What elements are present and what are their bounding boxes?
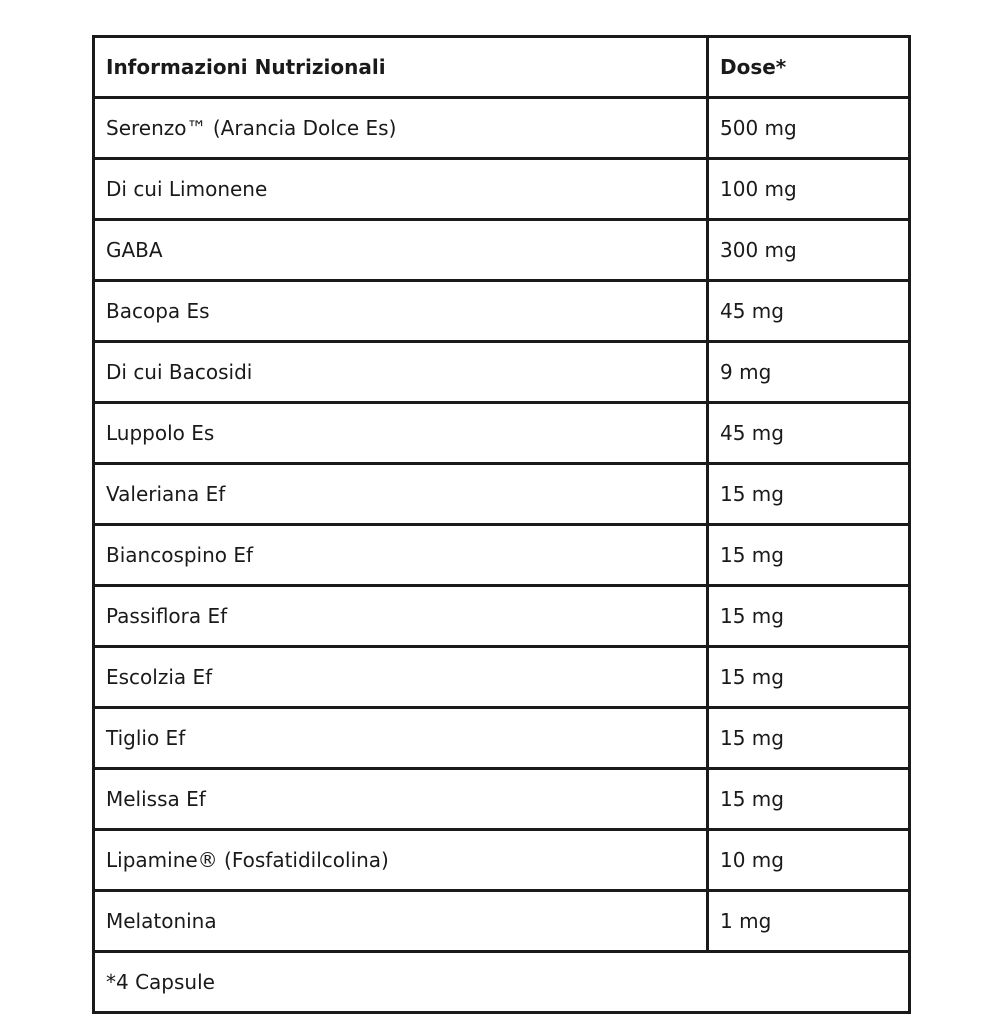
table-row	[94, 891, 910, 952]
header-dose: Dose*	[708, 37, 910, 98]
footnote: *4 Capsule	[94, 952, 910, 1013]
table-row	[94, 647, 910, 708]
ingredient-dose: 45 mg	[708, 403, 910, 464]
table-row	[94, 708, 910, 769]
ingredient-dose: 15 mg	[708, 464, 910, 525]
ingredient-name: Bacopa Es	[94, 281, 708, 342]
nutrition-facts-table	[92, 35, 911, 1014]
ingredient-dose: 15 mg	[708, 708, 910, 769]
ingredient-name: Passiflora Ef	[94, 586, 708, 647]
table-row	[94, 281, 910, 342]
table-row	[94, 464, 910, 525]
ingredient-dose: 15 mg	[708, 647, 910, 708]
ingredient-name: Di cui Bacosidi	[94, 342, 708, 403]
ingredient-name: Serenzo™ (Arancia Dolce Es)	[94, 98, 708, 159]
footnote-row	[94, 952, 910, 1013]
table-row	[94, 830, 910, 891]
ingredient-name: Tiglio Ef	[94, 708, 708, 769]
ingredient-dose: 500 mg	[708, 98, 910, 159]
ingredient-name: Biancospino Ef	[94, 525, 708, 586]
ingredient-name: Valeriana Ef	[94, 464, 708, 525]
ingredient-dose: 300 mg	[708, 220, 910, 281]
table-row	[94, 98, 910, 159]
ingredient-dose: 10 mg	[708, 830, 910, 891]
table-row	[94, 769, 910, 830]
ingredient-dose: 15 mg	[708, 769, 910, 830]
ingredient-dose: 15 mg	[708, 525, 910, 586]
table-row	[94, 403, 910, 464]
ingredient-name: Luppolo Es	[94, 403, 708, 464]
table-row	[94, 220, 910, 281]
ingredient-dose: 1 mg	[708, 891, 910, 952]
ingredient-dose: 15 mg	[708, 586, 910, 647]
table-row	[94, 525, 910, 586]
table-row	[94, 159, 910, 220]
table-row	[94, 342, 910, 403]
ingredient-name: Melatonina	[94, 891, 708, 952]
header-nutritional-info: Informazioni Nutrizionali	[94, 37, 708, 98]
ingredient-name: GABA	[94, 220, 708, 281]
ingredient-name: Melissa Ef	[94, 769, 708, 830]
ingredient-dose: 100 mg	[708, 159, 910, 220]
ingredient-name: Di cui Limonene	[94, 159, 708, 220]
table-header-row	[94, 37, 910, 98]
ingredient-name: Lipamine® (Fosfatidilcolina)	[94, 830, 708, 891]
table-row	[94, 586, 910, 647]
ingredient-dose: 9 mg	[708, 342, 910, 403]
ingredient-dose: 45 mg	[708, 281, 910, 342]
ingredient-name: Escolzia Ef	[94, 647, 708, 708]
